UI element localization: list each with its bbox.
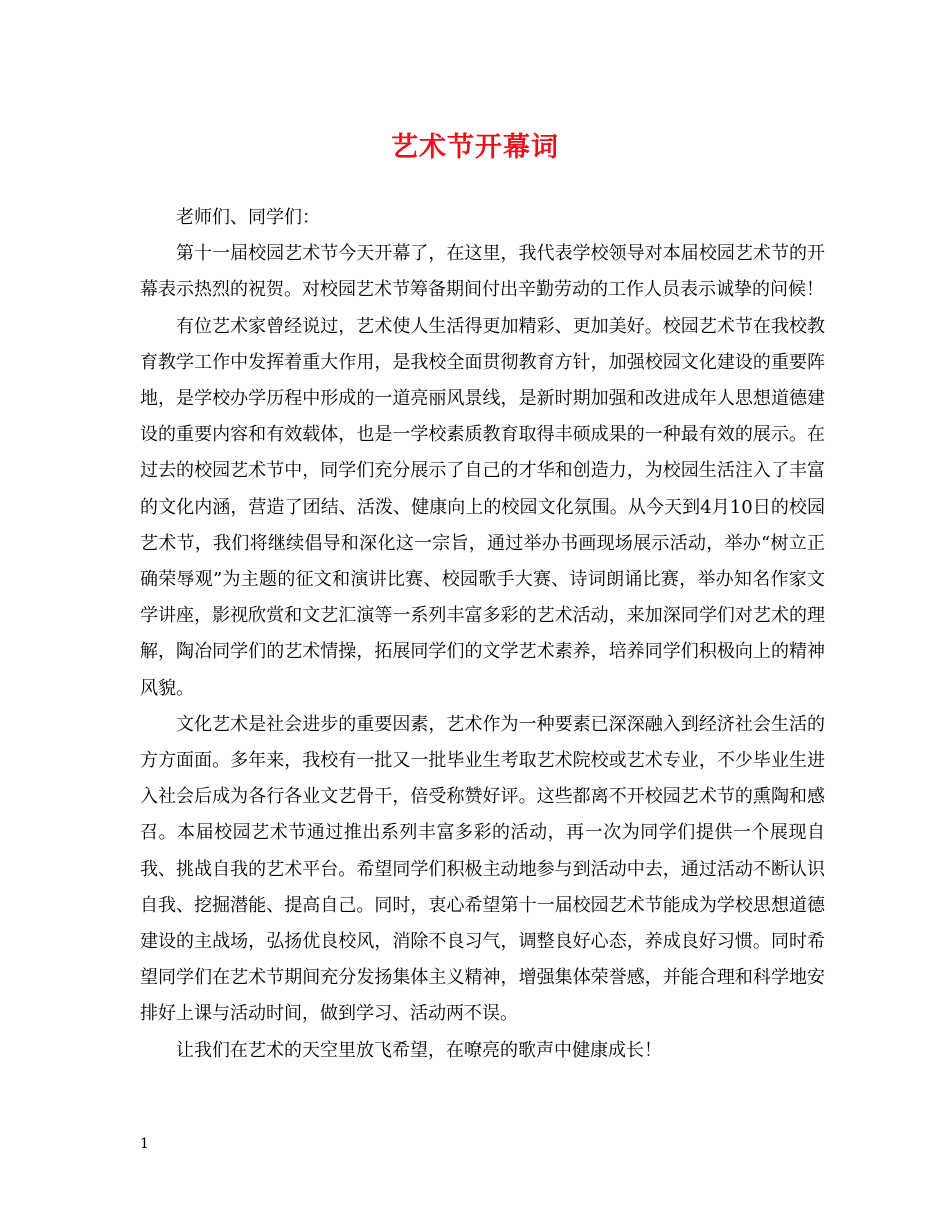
paragraph-significance: 有位艺术家曾经说过，艺术使人生活得更加精彩、更加美好。校园艺术节在我校教育教学工作中发挥着重大作用，是我校全面贯彻教育方针，加强校园文化建设的重要阵地，是学校办学历程中形成的一道亮丽风景线，是新时期加强和改进成年人思想道德建设的重要内容和有效载体，也是一学校素质教育取得丰硕成果的一种最有效的展示。在过去的校园艺术节中，同学们充分展示了自己的才华和创造力，为校园生活注入了丰富的文化内涵，营造了团结、活泼、健康向上的校园文化氛围。从今天到4月10日的校园艺术节，我们将继续倡导和深化这一宗旨，通过举办书画现场展示活动，举办“树立正确荣辱观”为主题的征文和演讲比赛、校园歌手大赛、诗词朗诵比赛，举办知名作家文学讲座，影视欣赏和文艺汇演等一系列丰富多彩的艺术活动，来加深同学们对艺术的理解，陶冶同学们的艺术情操，拓展同学们的文学艺术素养，培养同学们积极向上的精神风貌。 <box>140 315 825 699</box>
paragraph-salutation: 老师们、同学们： <box>176 207 320 228</box>
paragraph-culture: 文化艺术是社会进步的重要因素，艺术作为一种要素已深深融入到经济社会生活的方方面面。多年来，我校有一批又一批毕业生考取艺术院校或艺术专业，不少毕业生进入社会后成为各行各业文艺骨干，倍受称赞好评。这些都离不开校园艺术节的熏陶和感召。本届校园艺术节通过推出系列丰富多彩的活动，再一次为同学们提供一个展现自我、挑战自我的艺术平台。希望同学们积极主动地参与到活动中去，通过活动不断认识自我、挖掘潜能、提高自己。同时，衷心希望第十一届校园艺术节能成为学校思想道德建设的主战场，弘扬优良校风，消除不良习气，调整良好心态，养成良好习惯。同时希望同学们在艺术节期间充分发扬集体主义精神，增强集体荣誉感，并能合理和科学地安排好上课与活动时间，做到学习、活动两不误。 <box>140 713 825 1025</box>
paragraph-closing: 让我们在艺术的天空里放飞希望，在嘹亮的歌声中健康成长！ <box>176 1039 662 1061</box>
document-body <box>140 200 825 1069</box>
document-title: 艺术节开幕词 <box>391 132 559 163</box>
page-number: 1 <box>140 1136 149 1152</box>
paragraph-opening: 第十一届校园艺术节今天开幕了，在这里，我代表学校领导对本届校园艺术节的开幕表示热烈的祝贺。对校园艺术节筹备期间付出辛勤劳动的工作人员表示诚挚的问候！ <box>140 243 825 301</box>
